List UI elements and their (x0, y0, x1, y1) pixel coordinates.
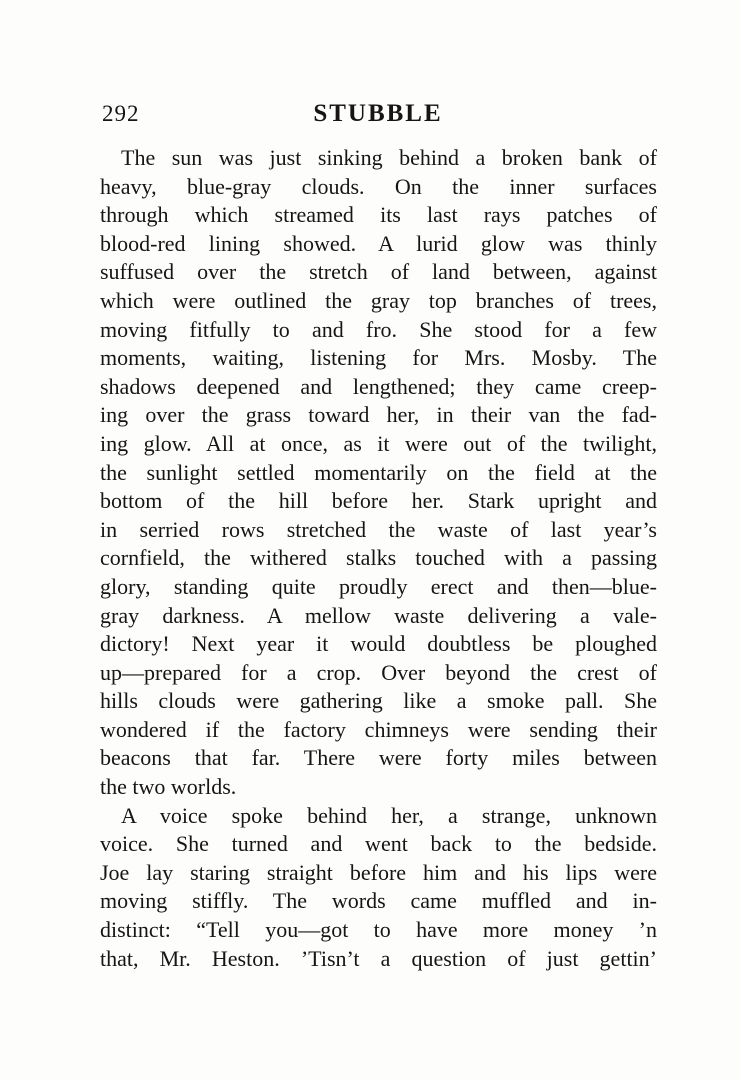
text-line: ing glow. All at once, as it were out of the twilight, (100, 430, 657, 456)
text-line: in serried rows stretched the waste of last year’s (100, 516, 657, 542)
text-line: wondered if the factory chimneys were sending their (100, 716, 657, 742)
text-line: moving fitfully to and fro. She stood for a few (100, 316, 657, 342)
text-block (100, 144, 657, 973)
text-line: through which streamed its last rays patches of (100, 202, 657, 228)
text-line: that, Mr. Heston. ’Tisn’t a question of just gettin’ (100, 945, 657, 971)
text-line: the sunlight settled momentarily on the field at the (100, 459, 657, 485)
text-line: Joe lay staring straight before him and his lips were (100, 859, 657, 885)
paragraph (100, 144, 657, 802)
text-line: ing over the grass toward her, in their van the fad- (100, 402, 657, 428)
text-line: blood-red lining showed. A lurid glow was thinly (100, 230, 657, 256)
text-line: hills clouds were gathering like a smoke pall. She (100, 688, 657, 714)
text-line: suffused over the stretch of land between, against (100, 259, 657, 285)
paragraph (100, 802, 657, 974)
text-line: distinct: “Tell you—got to have more money ’n (100, 917, 657, 943)
text-line: glory, standing quite proudly erect and then—blue- (100, 573, 657, 599)
text-line: the two worlds. (100, 774, 237, 800)
text-line: gray darkness. A mellow waste delivering a vale- (100, 602, 657, 628)
text-line: dictory! Next year it would doubtless be ploughed (100, 631, 657, 657)
text-line: moving stiffly. The words came muffled and in- (100, 888, 657, 914)
page-title: STUBBLE (313, 100, 443, 127)
page-number: 292 (102, 101, 140, 126)
text-line: up—prepared for a crop. Over beyond the crest of (100, 659, 657, 685)
text-line: bottom of the hill before her. Stark upright and (100, 488, 657, 514)
text-line: voice. She turned and went back to the bedside. (100, 831, 657, 857)
text-line: which were outlined the gray top branches of trees, (100, 287, 657, 313)
running-head (100, 100, 656, 130)
text-line: shadows deepened and lengthened; they came creep- (100, 373, 657, 399)
text-line: cornfield, the withered stalks touched with a passing (100, 545, 657, 571)
text-line: The sun was just sinking behind a broken bank of (121, 145, 657, 170)
text-line: beacons that far. There were forty miles between (100, 745, 657, 771)
text-line: A voice spoke behind her, a strange, unknown (121, 802, 657, 828)
text-line: moments, waiting, listening for Mrs. Mosby. The (100, 345, 657, 371)
text-line: heavy, blue-gray clouds. On the inner surfaces (100, 173, 657, 199)
